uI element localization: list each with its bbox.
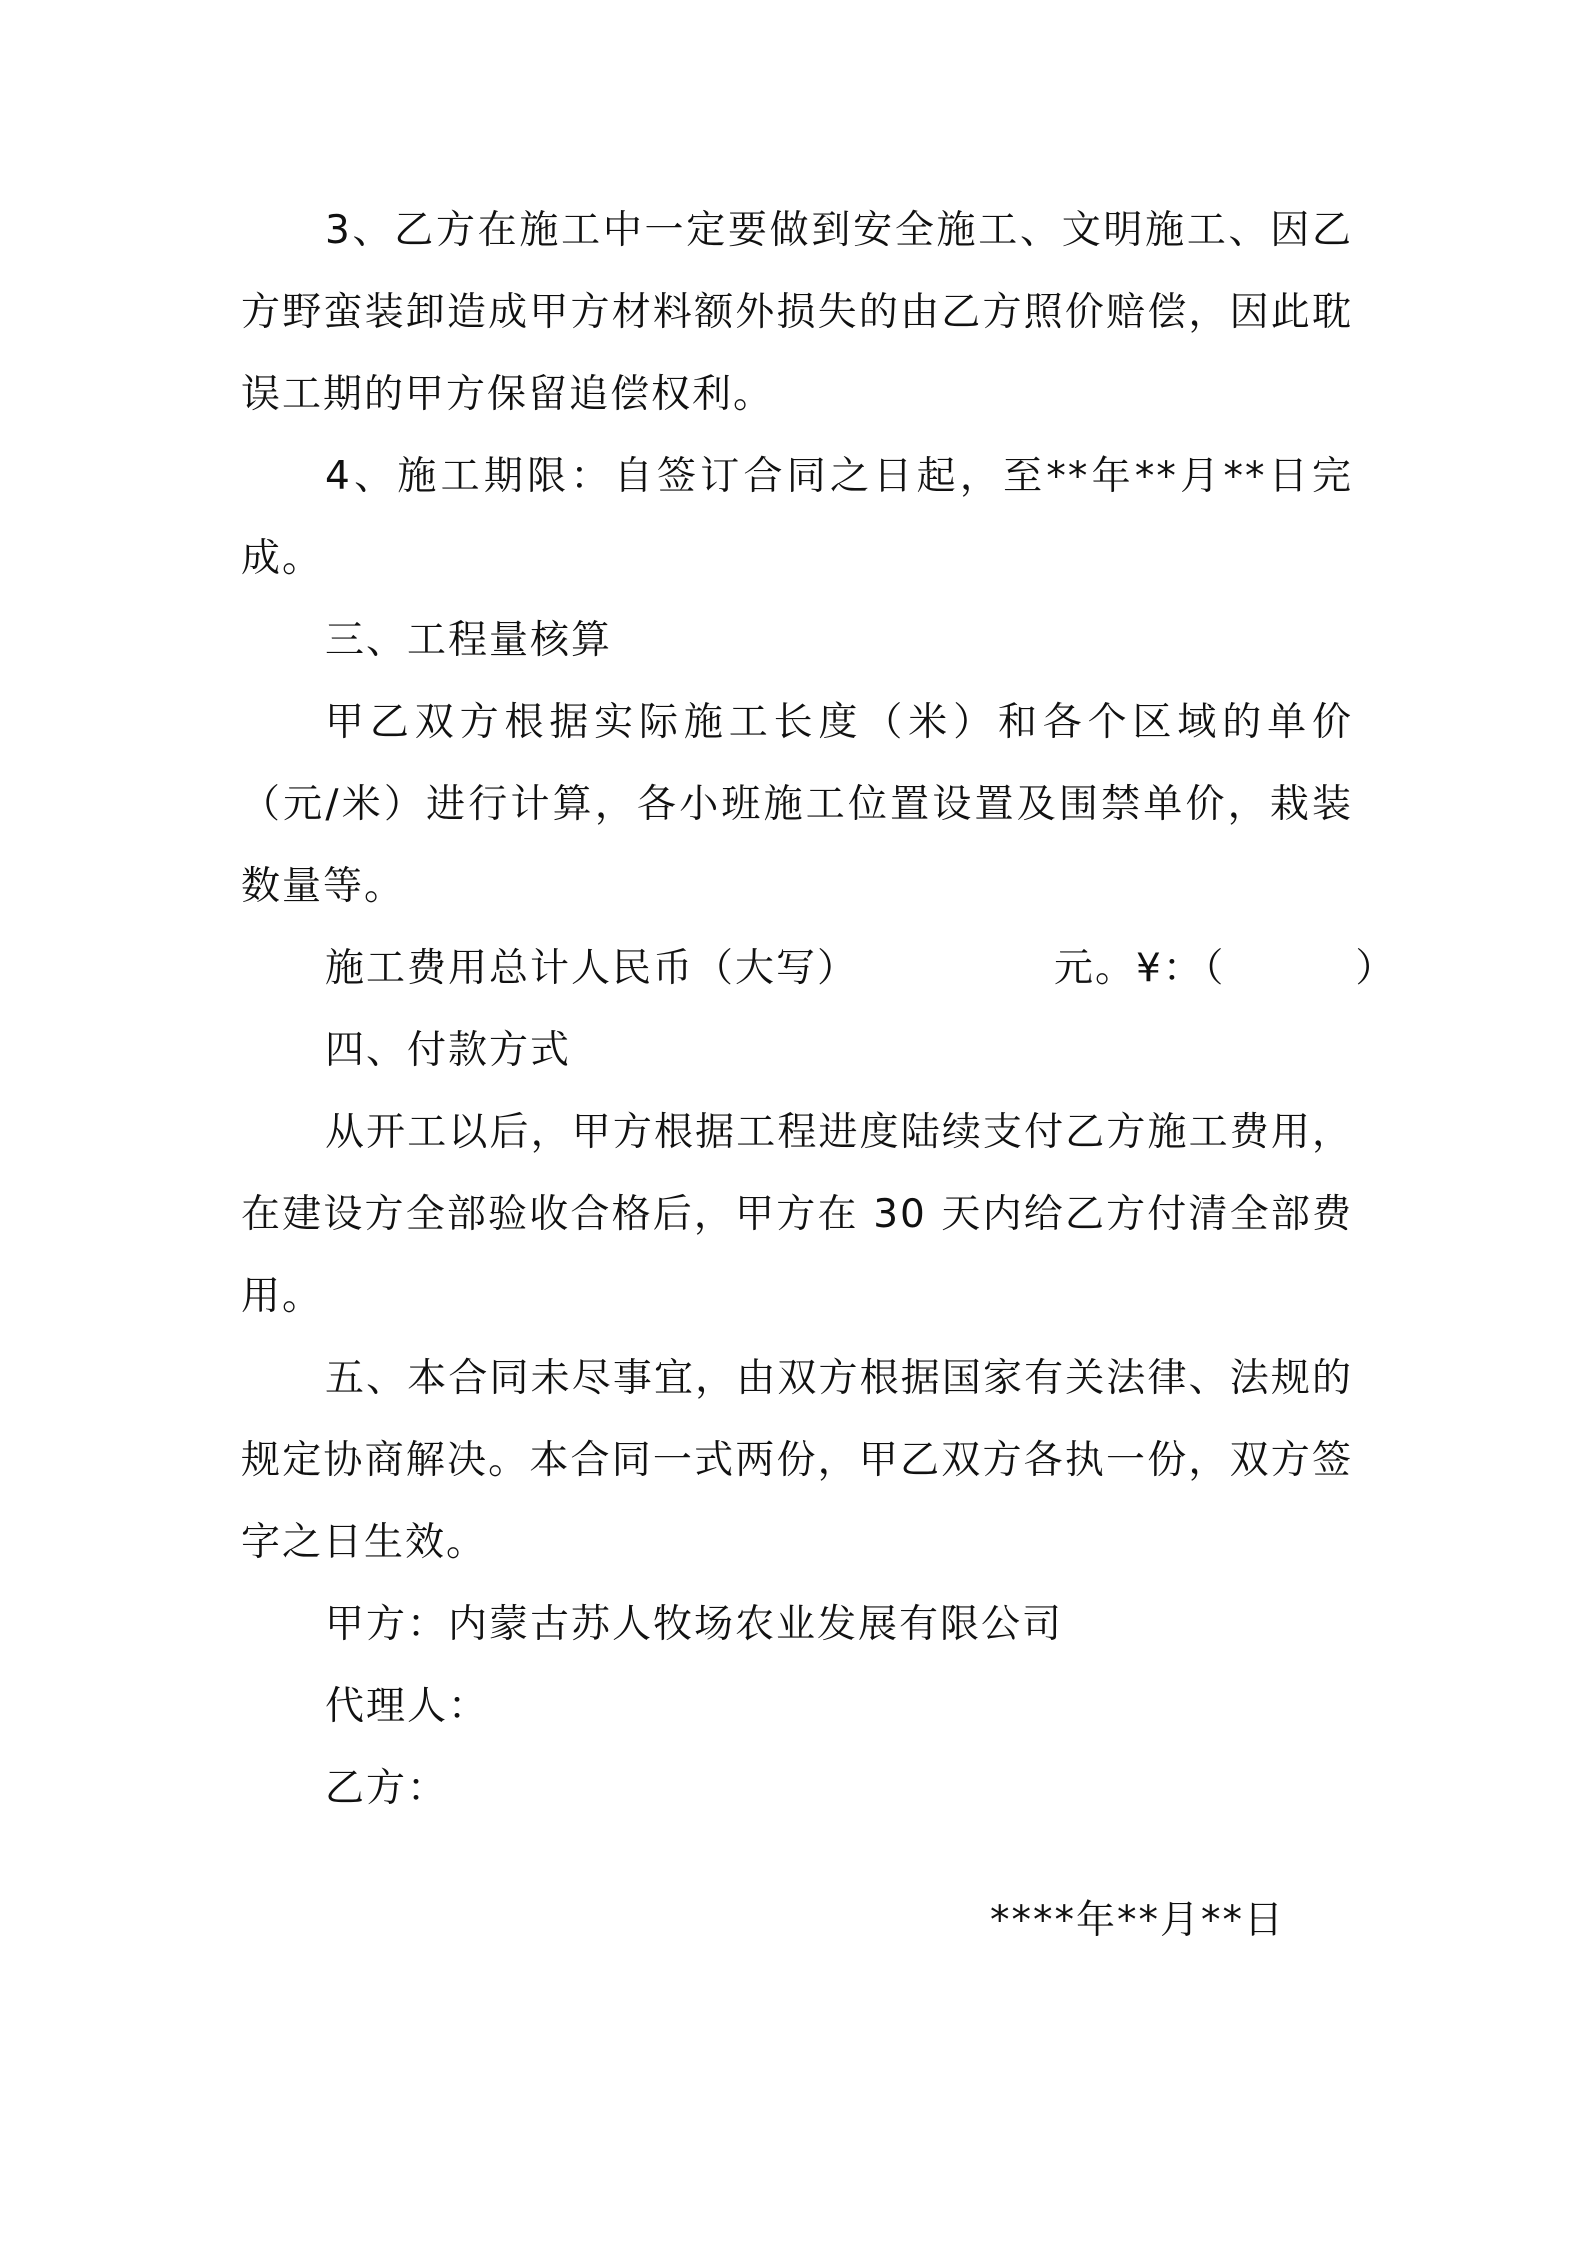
signing-date: ****年**月**日 bbox=[990, 1898, 1286, 1943]
party-b: 乙方： bbox=[325, 1766, 449, 1811]
section-3-title: 三、工程量核算 bbox=[325, 618, 613, 663]
section-5-body: 五、本合同未尽事宜，由双方根据国家有关法律、法规的规定协商解决。本合同一式两份，甲乙双方各执一份，双方签字之日生效。 bbox=[241, 1356, 1353, 1565]
contract-body bbox=[241, 190, 1397, 1830]
section-4-title: 四、付款方式 bbox=[325, 1028, 572, 1073]
section-3-body: 甲乙双方根据实际施工长度（米）和各个区域的单价（元/米）进行计算，各小班施工位置设置及围禁单价，栽装数量等。 bbox=[241, 700, 1353, 909]
fee-prefix: 施工费用总计人民币（大写） bbox=[325, 946, 859, 991]
clause-3: 3、乙方在施工中一定要做到安全施工、文明施工、因乙方野蛮装卸造成甲方材料额外损失的由乙方照价赔偿，因此耽误工期的甲方保留追偿权利。 bbox=[241, 208, 1353, 417]
section-4-body: 从开工以后，甲方根据工程进度陆续支付乙方施工费用，在建设方全部验收合格后，甲方在 30 天内给乙方付清全部费用。 bbox=[241, 1110, 1353, 1319]
fee-suffix: ） bbox=[1355, 946, 1397, 991]
clause-4: 4、施工期限：自签订合同之日起，至**年**月**日完成。 bbox=[241, 454, 1353, 581]
party-a: 甲方：内蒙古苏人牧场农业发展有限公司 bbox=[325, 1602, 1064, 1647]
fee-total-line bbox=[241, 928, 1397, 1010]
agent: 代理人： bbox=[325, 1684, 490, 1729]
fee-middle: 元。¥：（ bbox=[1054, 946, 1226, 991]
signature-block bbox=[241, 1584, 1353, 1830]
